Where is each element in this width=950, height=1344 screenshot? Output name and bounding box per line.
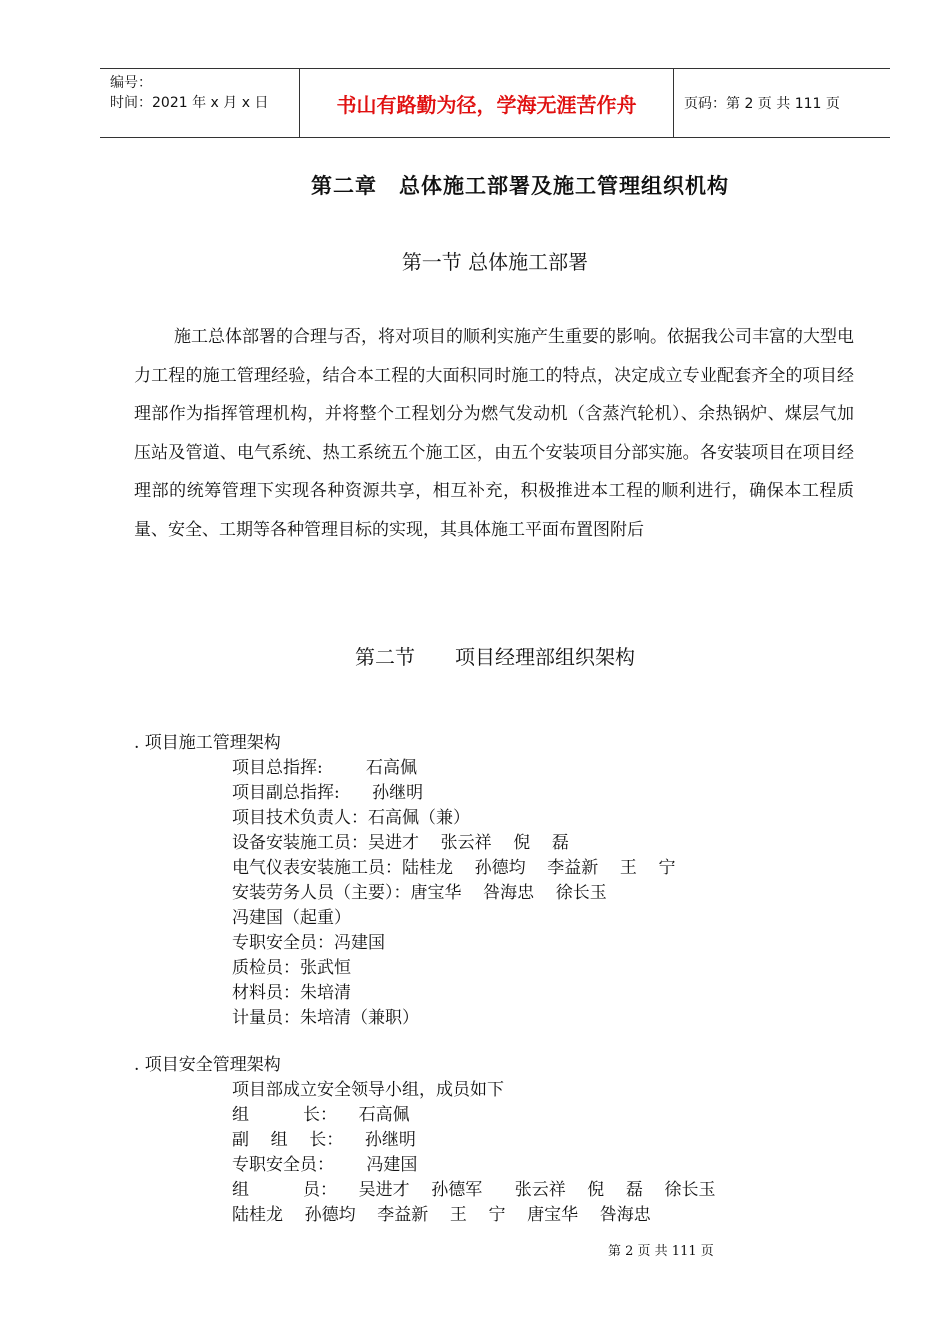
time-label: 时间：2021 年 x 月 x 日 [110, 95, 269, 111]
section1-paragraph: 施工总体部署的合理与否，将对项目的顺利实施产生重要的影响。依据我公司丰富的大型电力工程的施工管理经验，结合本工程的大面积同时施工的特点，决定成立专业配套齐全的项目经理部作为指挥管理机构，并将整个工程划分为燃气发动机（含蒸汽轮机）、余热锅炉、煤层气加压站及管道、电气系统、热工系统五个施工区，由五个安装项目分部实施。各安装项目在项目经理部的统筹管理下实现各种资源共享，相互补充，积极推进本工程的顺利进行，确保本工程质量、安全、工期等各种管理目标的实现，其具体施工平面布置图附后 [134, 327, 854, 540]
header-meta [100, 69, 300, 137]
list-item: 副 组 长： 孙继明 [232, 1130, 416, 1150]
list-item: 计量员：朱培清（兼职） [232, 1008, 419, 1028]
list-item: 组 长： 石高佩 [232, 1105, 410, 1125]
header-motto: 书山有路勤为径，学海无涯苦作舟 [300, 69, 674, 137]
safety-mgmt-block [134, 1053, 716, 1228]
header-page-code: 页码：第 2 页 共 111 页 [684, 96, 840, 112]
list-item: 项目总指挥: 石高佩 [232, 758, 417, 778]
list-item: 项目副总指挥: 孙继明 [232, 783, 424, 803]
list-item: 项目部成立安全领导小组，成员如下 [232, 1080, 504, 1100]
list-item: 陆桂龙 孙德均 李益新 王 宁 唐宝华 咎海忠 [232, 1205, 651, 1225]
list-item: 冯建国（起重） [232, 908, 351, 928]
list-item: 专职安全员：冯建国 [232, 933, 385, 953]
list-item: 项目技术负责人：石高佩（兼） [232, 808, 470, 828]
list-item: 安装劳务人员（主要）：唐宝华 咎海忠 徐长玉 [232, 883, 607, 903]
page-footer: 第 2 页 共 111 页 [608, 1244, 714, 1259]
chapter-title: 第二章 总体施工部署及施工管理组织机构 [311, 174, 729, 198]
construction-mgmt-title: . 项目施工管理架构 [134, 733, 281, 753]
list-item: 组 员： 吴进才 孙德军 张云祥 倪 磊 徐长玉 [232, 1180, 716, 1200]
construction-mgmt-block [134, 731, 675, 1031]
number-label: 编号： [110, 75, 152, 91]
list-item: 设备安装施工员：吴进才 张云祥 倪 磊 [232, 833, 569, 853]
section1-title: 第一节 总体施工部署 [401, 250, 589, 274]
page-header [100, 68, 890, 138]
list-item: 质检员：张武恒 [232, 958, 351, 978]
list-item: 专职安全员： 冯建国 [232, 1155, 418, 1175]
section2-number: 第二节 [355, 645, 415, 669]
section2-title [0, 641, 950, 670]
list-item: 电气仪表安装施工员：陆桂龙 孙德均 李益新 王 宁 [232, 858, 676, 878]
list-item: 材料员：朱培清 [232, 983, 351, 1003]
section2-name: 项目经理部组织架构 [455, 645, 635, 669]
safety-mgmt-title: . 项目安全管理架构 [134, 1055, 281, 1075]
